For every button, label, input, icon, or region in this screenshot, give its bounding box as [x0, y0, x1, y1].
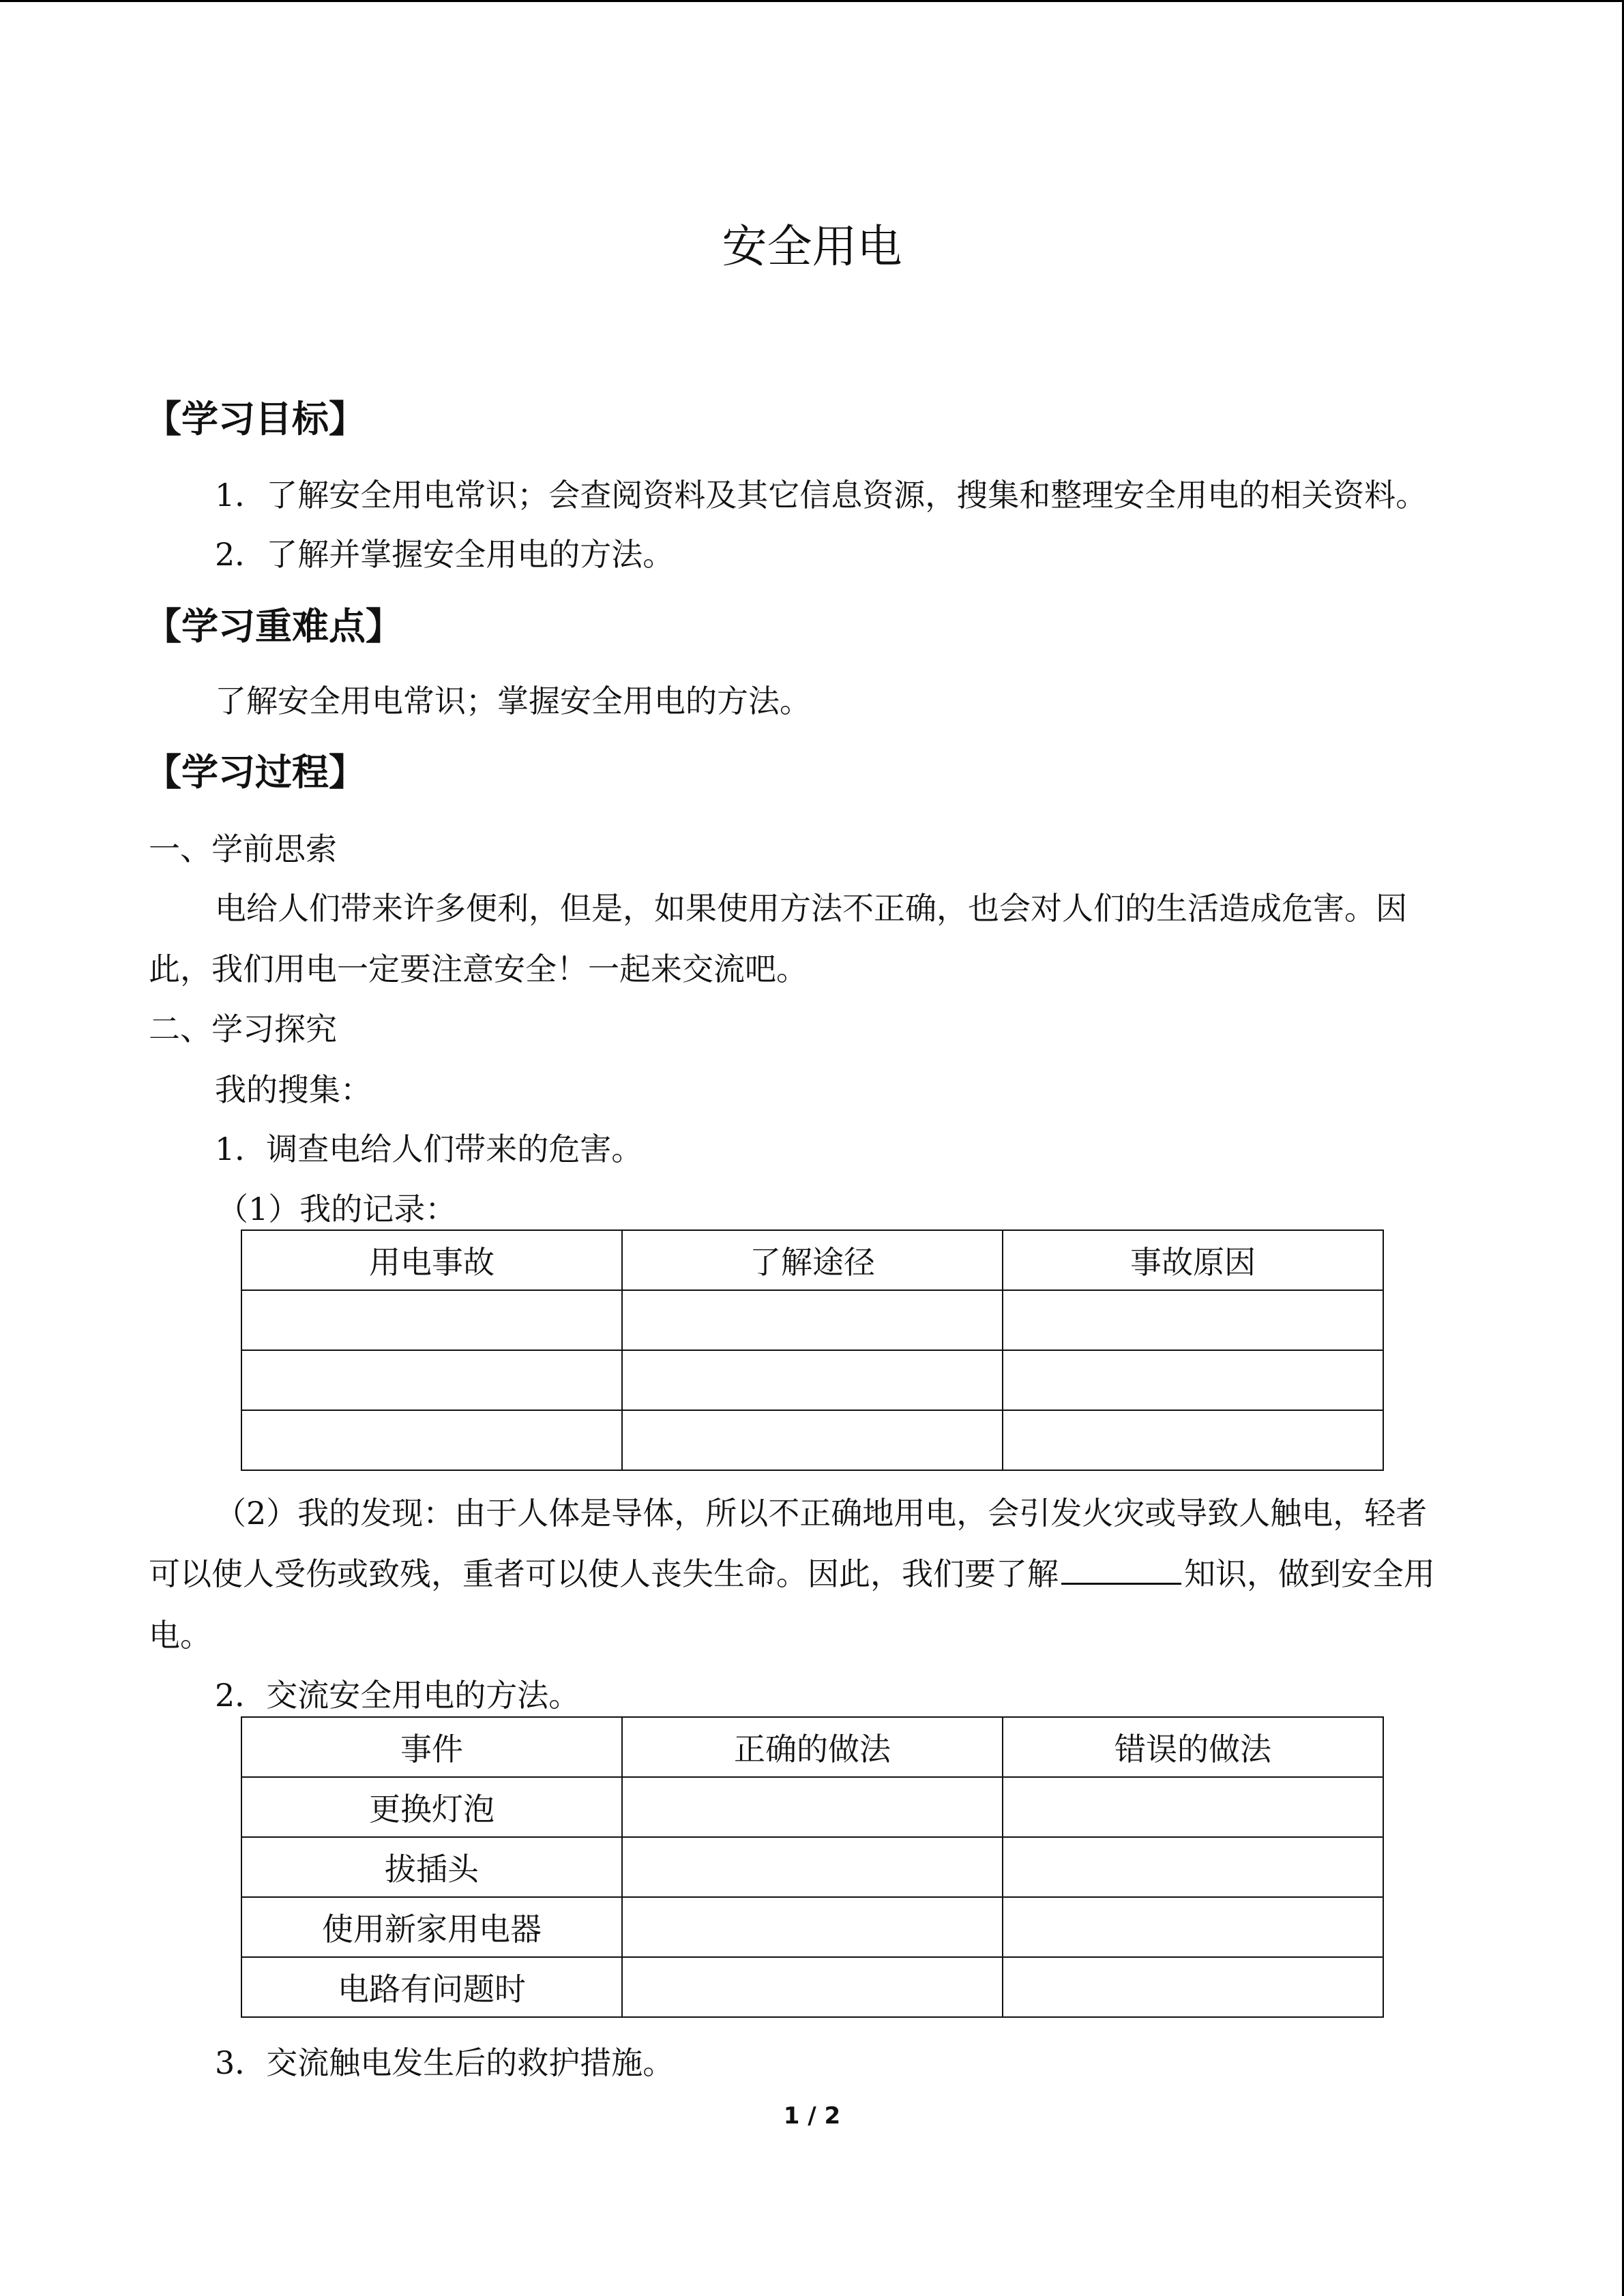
table-cell — [1003, 1897, 1383, 1957]
table-row-label: 更换灯泡 — [241, 1777, 622, 1837]
table-cell — [622, 1957, 1003, 2017]
table-cell — [622, 1897, 1003, 1957]
table-row — [241, 1837, 1383, 1897]
table-cell — [622, 1290, 1003, 1350]
finding-text-a: 可以使人受伤或致残，重者可以使人丧失生命。因此，我们要了解 — [149, 1555, 1059, 1592]
finding-text-b: 知识，做到安全用 — [1184, 1555, 1435, 1592]
table-row — [241, 1777, 1383, 1837]
table-cell — [622, 1350, 1003, 1410]
record-table — [241, 1229, 1384, 1471]
table-row — [241, 1290, 1383, 1350]
table-cell — [1003, 1290, 1383, 1350]
objective-item-2: 2．了解并掌握安全用电的方法。 — [215, 536, 675, 573]
task1-title: 1．调查电给人们带来的危害。 — [215, 1131, 643, 1167]
table-cell — [1003, 1410, 1383, 1470]
table-row — [241, 1957, 1383, 2017]
table-row-label: 拔插头 — [241, 1837, 622, 1897]
table-cell — [1003, 1350, 1383, 1410]
table-header-cell: 事件 — [241, 1717, 622, 1777]
record-label: （1）我的记录： — [217, 1191, 457, 1227]
table-header-cell: 了解途径 — [622, 1230, 1003, 1290]
part2-title: 二、学习探究 — [149, 1011, 337, 1047]
table-cell — [241, 1410, 622, 1470]
page-number: 1 / 2 — [783, 2102, 841, 2130]
table-cell — [622, 1837, 1003, 1897]
process-heading: 【学习过程】 — [145, 751, 366, 794]
table-header-cell: 正确的做法 — [622, 1717, 1003, 1777]
part1-line-1: 电给人们带来许多便利，但是，如果使用方法不正确，也会对人们的生活造成危害。因 — [215, 890, 1407, 927]
table-header-row — [241, 1717, 1383, 1777]
part1-line-2: 此，我们用电一定要注意安全！一起来交流吧。 — [149, 951, 808, 987]
table-row — [241, 1410, 1383, 1470]
finding-line-3: 电。 — [149, 1617, 211, 1654]
table-cell — [1003, 1777, 1383, 1837]
table-cell — [1003, 1837, 1383, 1897]
table-cell — [241, 1290, 622, 1350]
table-row — [241, 1897, 1383, 1957]
table-header-cell: 错误的做法 — [1003, 1717, 1383, 1777]
part1-title: 一、学前思索 — [149, 831, 337, 867]
table-row — [241, 1350, 1383, 1410]
table-header-row — [241, 1230, 1383, 1290]
my-collection-label: 我的搜集： — [215, 1071, 372, 1108]
table-cell — [622, 1410, 1003, 1470]
fill-in-blank — [1061, 1555, 1181, 1585]
table-row-label: 电路有问题时 — [241, 1957, 622, 2017]
key-points-heading: 【学习重难点】 — [145, 605, 402, 648]
finding-line-2 — [149, 1555, 1435, 1593]
page-border-top — [0, 0, 1624, 2]
page-title: 安全用电 — [722, 220, 902, 273]
key-points-text: 了解安全用电常识；掌握安全用电的方法。 — [215, 683, 811, 719]
table-cell — [622, 1777, 1003, 1837]
objectives-heading: 【学习目标】 — [145, 398, 366, 441]
table-header-cell: 事故原因 — [1003, 1230, 1383, 1290]
objective-item-1: 1．了解安全用电常识；会查阅资料及其它信息资源，搜集和整理安全用电的相关资料。 — [215, 477, 1428, 513]
table-cell — [241, 1350, 622, 1410]
finding-line-1: （2）我的发现：由于人体是导体，所以不正确地用电，会引发火灾或导致人触电，轻者 — [215, 1495, 1428, 1532]
methods-table — [241, 1716, 1384, 2018]
task3-title: 3．交流触电发生后的救护措施。 — [215, 2044, 675, 2081]
table-header-cell: 用电事故 — [241, 1230, 622, 1290]
task2-title: 2．交流安全用电的方法。 — [215, 1677, 580, 1714]
table-row-label: 使用新家用电器 — [241, 1897, 622, 1957]
table-cell — [1003, 1957, 1383, 2017]
